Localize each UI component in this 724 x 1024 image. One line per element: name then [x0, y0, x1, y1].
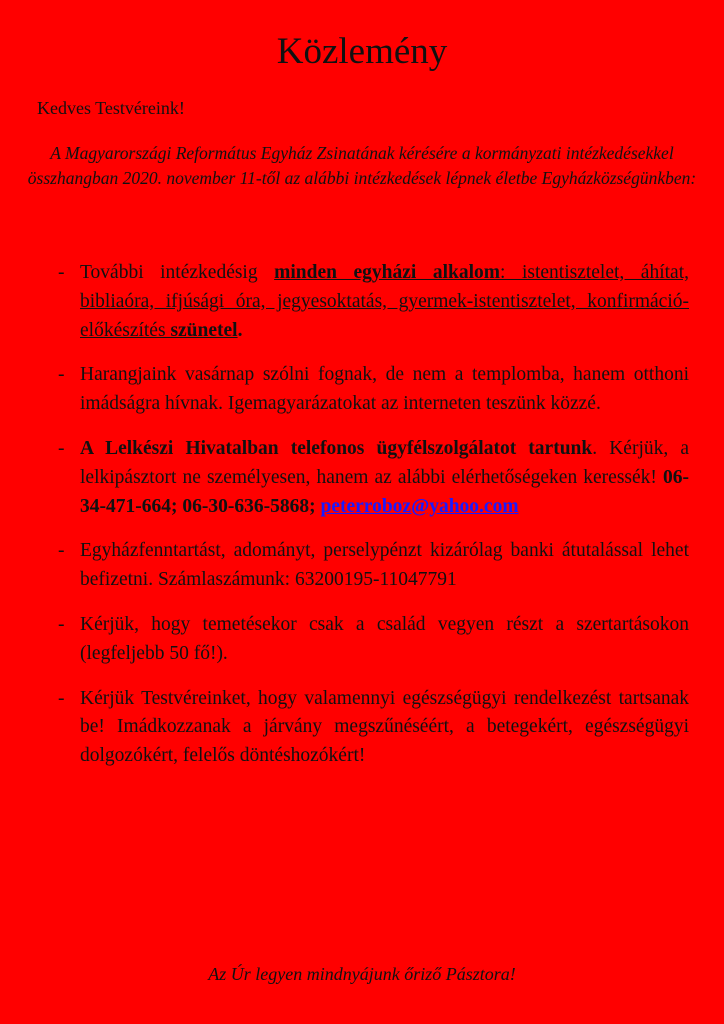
- list-item-contact: [0, 435, 689, 521]
- item-text: .: [237, 319, 243, 341]
- closing-line: Az Úr legyen mindnyájunk őriző Pásztora!: [208, 964, 516, 984]
- item-text: : istentisztelet, áhítat, bibliaóra, ifjúsági óra, jegyesoktatás, gyermek-istentisztelet, konfirmáció-előkészítés: [80, 262, 689, 341]
- list-item-prayer: [0, 685, 689, 771]
- bullet-dash: -: [58, 437, 65, 459]
- item-text: Egyházfenntartást, adományt, perselypénzt kizárólag banki átutalással lehet befizetni. Számlaszámunk: 63200195-11047791: [80, 540, 689, 591]
- list-item-suspension: [0, 259, 689, 345]
- phone-numbers: 06-34-471-664; 06-30-636-5868;: [80, 466, 689, 517]
- item-text: Kérjük Testvéreinket, hogy valamennyi egészségügyi rendelkezést tartsanak be! Imádkozzanak a járvány megszűnéséért, a betegekért, egészségügyi dolgozókért, felelős döntéshozókért!: [80, 687, 689, 767]
- list-item-bells: [0, 361, 689, 419]
- list-item-donations: [0, 537, 689, 595]
- measures-list: [0, 259, 724, 787]
- intro-paragraph: A Magyarországi Református Egyház Zsinatának kérésére a kormányzati intézkedésekkel összhangban 2020. november 11-től az alábbi intézkedések lépnek életbe Egyházközségünkben:: [27, 143, 697, 188]
- item-text: Harangjaink vasárnap szólni fognak, de nem a templomba, hanem otthoni imádságra hívnak. Igemagyarázatokat az interneten teszünk közzé.: [80, 364, 689, 415]
- bullet-dash: -: [58, 364, 65, 386]
- item-text: . Kérjük, a lelkipásztort ne személyesen, hanem az alábbi elérhetőségeken keressék!: [80, 437, 689, 488]
- greeting: Kedves Testvéreink!: [37, 98, 185, 118]
- item-text: Kérjük, hogy temetésekor csak a család vegyen részt a szertartásokon (legfeljebb 50 fő!).: [80, 613, 689, 664]
- bullet-dash: -: [58, 540, 65, 562]
- page-title: Közlemény: [276, 31, 448, 72]
- item-text: További intézkedésig: [80, 262, 275, 283]
- bullet-dash: -: [58, 687, 65, 709]
- item-bold-text: A Lelkészi Hivatalban telefonos ügyfélszolgálatot tartunk: [80, 437, 593, 459]
- emphasis-suspended: szünetel: [170, 319, 238, 341]
- emphasis-all-services: minden egyházi alkalom: [274, 262, 501, 283]
- bullet-dash: -: [58, 613, 65, 635]
- email-link[interactable]: peterroboz@yahoo.com: [320, 495, 519, 517]
- list-item-funerals: [0, 611, 689, 669]
- bullet-dash: -: [58, 262, 65, 283]
